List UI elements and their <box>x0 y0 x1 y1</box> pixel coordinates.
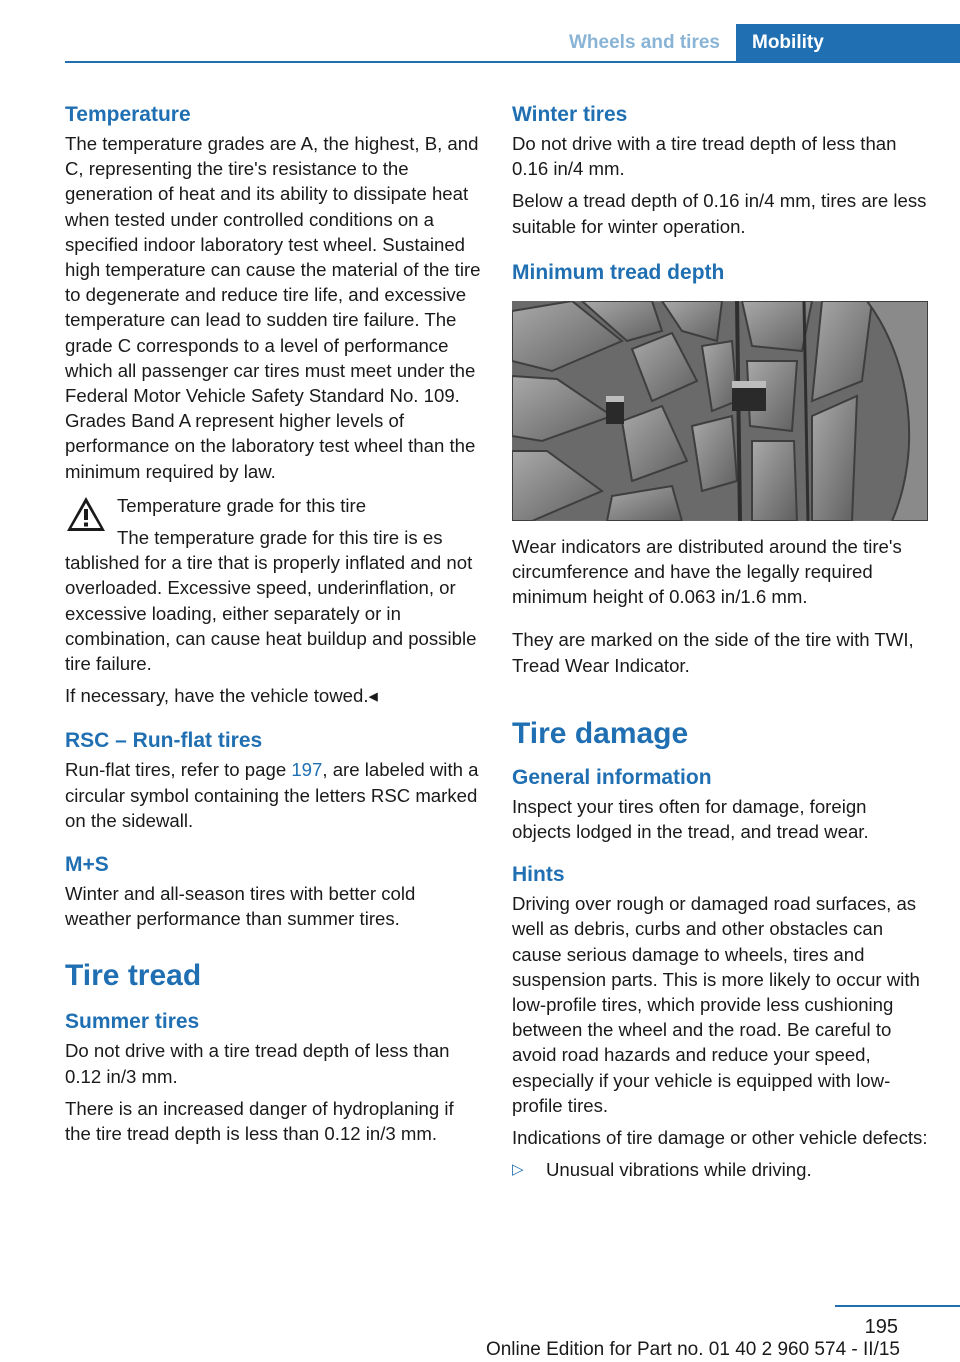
temperature-body: The temperature grades are A, the highest, B, and C, representing the tire's resistance to the generation of heat and its ability to dissipate heat when tested under controlled conditions on a specified indoor laboratory test wheel. Sustained high temperature can cause the material of the tire to degenerate and reduce tire life, and excessive temperature can lead to sudden tire failure. The grade C corresponds to a level of performance which all passenger car tires must meet under the Federal Motor Vehicle Safety Standard No. 109. Grades Band A represent higher levels of performance on the laboratory test wheel than the minimum required by law. <box>65 133 481 482</box>
warning-box <box>65 493 481 676</box>
edition-footer: Online Edition for Part no. 01 40 2 960 574 - II/15 <box>485 1339 900 1360</box>
warning-triangle-icon <box>65 495 107 533</box>
right-column <box>512 102 928 1182</box>
triangle-bullet-icon: ▷ <box>512 1161 524 1179</box>
hints-body-2: Indications of tire damage or other vehicle defects: <box>512 1127 928 1149</box>
winter-tires-body-1: Do not drive with a tire tread depth of less than 0.16 in/4 mm. <box>512 133 897 180</box>
header-section-title: Wheels and tires <box>569 32 720 53</box>
minimum-tread-body-1: Wear indicators are distributed around the tire's circumference and have the legally required minimum height of 0.063 in/1.6 mm. <box>512 535 902 608</box>
hints-body-1: Driving over rough or damaged road surfaces, as well as debris, curbs and other obstacles can cause serious damage to wheels, tires and suspension parts. This is more likely to occur with low-profile tires, which provide less cushioning between the wheel and the road. Be careful to avoid road hazards and reduce your speed, especially if your vehicle is equipped with low-profile tires. <box>512 893 920 1116</box>
minimum-tread-heading: Minimum tread depth <box>512 260 725 284</box>
wear-indicator-left <box>606 396 624 424</box>
summer-tires-body-2: There is an increased danger of hydroplaning if the tire tread depth is less than 0.12 in/3 mm. <box>65 1097 454 1145</box>
minimum-tread-section <box>512 260 928 678</box>
tire-damage-section <box>512 716 928 1183</box>
warning-body: tablished for a tire that is properly inflated and not overloaded. Excessive speed, underinflation, or excessive loading, either separately or in combination, can cause heat buildup and possible tire failure. <box>65 552 477 675</box>
header-rule <box>65 61 960 63</box>
tire-tread-section <box>65 958 481 1146</box>
rsc-body <box>65 757 481 833</box>
left-column <box>65 102 481 1146</box>
temperature-heading: Temperature <box>65 103 191 126</box>
hints-heading: Hints <box>512 863 565 887</box>
tire-tread-title: Tire tread <box>65 959 202 993</box>
rsc-heading: RSC – Run-flat tires <box>65 729 263 753</box>
summer-tires-body-1: Do not drive with a tire tread depth of less than 0.12 in/3 mm. <box>65 1040 450 1087</box>
winter-tires-section <box>512 102 928 239</box>
towed-note: If necessary, have the vehicle towed.◂ <box>65 685 378 707</box>
tire-tread-illustration <box>512 301 928 521</box>
general-information-heading: General information <box>512 765 712 789</box>
list-item <box>512 1157 928 1182</box>
wear-indicator-right <box>732 381 766 411</box>
page-number: 195 <box>864 1316 898 1338</box>
winter-tires-heading: Winter tires <box>512 103 628 126</box>
minimum-tread-body-2: They are marked on the side of the tire with TWI, Tread Wear Indicator. <box>512 629 914 676</box>
temperature-section <box>65 102 481 708</box>
tire-damage-title: Tire damage <box>512 716 689 750</box>
rsc-section <box>65 728 481 833</box>
rsc-body-after: , are labeled with a circular symbol containing the letters RSC marked on the sidewall. <box>65 759 479 831</box>
winter-tires-body-2: Below a tread depth of 0.16 in/4 mm, tires are less suitable for winter operation. <box>512 190 927 237</box>
header-chapter-tab: Mobility <box>736 24 960 62</box>
rsc-body-before: Run-flat tires, refer to page <box>65 759 292 781</box>
footer-rule <box>835 1305 960 1307</box>
general-information-body: Inspect your tires often for damage, foreign objects lodged in the tread, and tread wear. <box>512 795 869 843</box>
warning-first-line: The temperature grade for this tire is es <box>117 527 443 549</box>
ms-section <box>65 852 481 931</box>
page-197-link[interactable]: 197 <box>291 759 323 781</box>
bullet-text: Unusual vibrations while driving. <box>546 1159 812 1181</box>
ms-heading: M+S <box>65 853 109 877</box>
warning-title: Temperature grade for this tire <box>117 494 367 516</box>
summer-tires-heading: Summer tires <box>65 1010 200 1034</box>
ms-body: Winter and all-season tires with better cold weather performance than summer tires. <box>65 883 416 930</box>
